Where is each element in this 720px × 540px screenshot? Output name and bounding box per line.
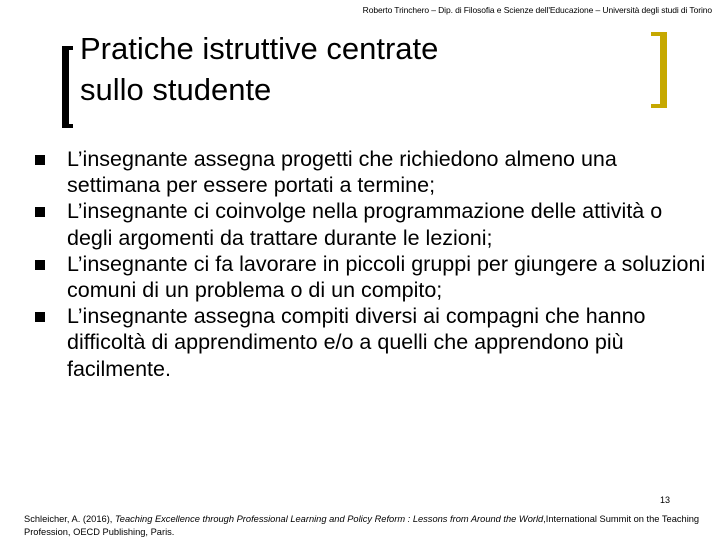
- slide-title-line-1: Pratiche istruttive centrate: [80, 31, 439, 66]
- citation: [24, 513, 704, 538]
- bullet-item: [26, 303, 706, 382]
- square-bullet-icon: [35, 312, 45, 322]
- title-bracket-left: [62, 46, 73, 128]
- square-bullet-icon: [35, 260, 45, 270]
- bullet-item: [26, 198, 706, 250]
- bullet-item: [26, 251, 706, 303]
- bullet-text: L’insegnante ci fa lavorare in piccoli gruppi per giungere a soluzioni comuni di un problema o di un compito;: [67, 251, 706, 303]
- header-credit: Roberto Trinchero – Dip. di Filosofia e Scienze dell'Educazione – Università degli studi di Torino: [362, 5, 712, 15]
- square-bullet-icon: [35, 155, 45, 165]
- square-bullet-icon: [35, 207, 45, 217]
- slide-title: [80, 28, 640, 110]
- citation-authors: Schleicher, A. (2016),: [24, 514, 113, 524]
- bullet-list: [26, 146, 706, 382]
- bullet-text: L’insegnante assegna progetti che richiedono almeno una settimana per essere portati a termine;: [67, 147, 617, 198]
- citation-rest: ,International Summit on the Teaching Profession, OECD Publishing, Paris.: [24, 514, 700, 537]
- citation-title: Teaching Excellence through Professional Learning and Policy Reform : Lessons from Around the World: [114, 514, 544, 524]
- slide-title-line-2: sullo studente: [80, 72, 272, 107]
- title-bracket-right: [651, 32, 667, 108]
- bullet-text: L’insegnante ci coinvolge nella programmazione delle attività o degli argomenti da trattare durante le lezioni;: [67, 199, 663, 250]
- bullet-item: [26, 146, 706, 198]
- page-number: 13: [659, 495, 670, 505]
- bullet-text: L’insegnante assegna compiti diversi ai compagni che hanno difficoltà di apprendimento e/o a quelli che apprendono più facilmente.: [67, 304, 646, 381]
